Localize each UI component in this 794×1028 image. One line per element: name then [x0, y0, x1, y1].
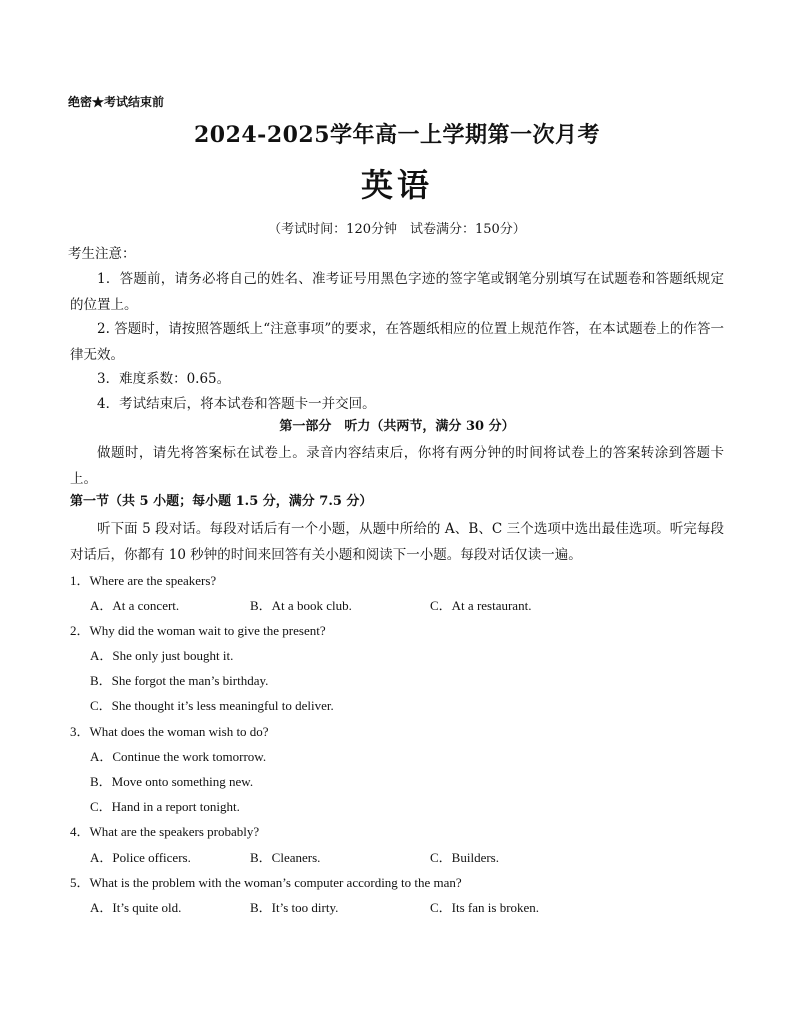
q4-option-b: B．Cleaners.	[250, 850, 321, 865]
q5-option-b: B．It’s too dirty.	[250, 900, 339, 915]
q3-option-c: C．Hand in a report tonight.	[90, 799, 240, 814]
q1-option-b: B．At a book club.	[250, 598, 352, 613]
q5-option-a: A．It’s quite old.	[90, 900, 182, 915]
notes-heading: 考生注意：	[68, 246, 136, 262]
q2-option-b: B．She forgot the man’s birthday.	[90, 673, 269, 688]
exam-title: 2024-2025学年高一上学期第一次月考	[193, 122, 601, 148]
question-3: 3．What does the woman wish to do?	[70, 724, 269, 739]
section1-title: 第一节（共 5 小题；每小题 1.5 分，满分 7.5 分）	[70, 494, 373, 509]
part1-title: 第一部分 听力（共两节，满分 30 分）	[279, 419, 515, 434]
confidential-label: 绝密★考试结束前	[68, 95, 165, 109]
question-5: 5．What is the problem with the woman’s computer according to the man?	[70, 875, 462, 890]
q2-option-a: A．She only just bought it.	[90, 648, 234, 663]
note-item-3: 3．难度系数：0.65。	[97, 371, 231, 387]
q4-option-a: A．Police officers.	[90, 850, 191, 865]
q1-option-a: A．At a concert.	[90, 598, 180, 613]
q2-option-c: C．She thought it’s less meaningful to deliver.	[90, 698, 334, 713]
q1-option-c: C．At a restaurant.	[430, 598, 532, 613]
part1-instruction: 做题时，请先将答案标在试卷上。录音内容结束后，你将有两分钟的时间将试卷上的答案转涂到答题卡上。	[70, 445, 724, 487]
section1-instruction: 听下面 5 段对话。每段对话后有一个小题，从题中所给的 A、B、C 三个选项中选出最佳选项。听完每段对话后，你都有 10 秒钟的时间来回答有关小题和阅读下一小题。每段对话仅读一遍。	[70, 521, 724, 563]
exam-time-info: （考试时间：120分钟 试卷满分：150分）	[268, 222, 526, 237]
question-4: 4．What are the speakers probably?	[70, 824, 260, 839]
q5-option-c: C．Its fan is broken.	[430, 900, 540, 915]
note-item-4: 4．考试结束后，将本试卷和答题卡一并交回。	[97, 396, 376, 412]
q3-option-a: A．Continue the work tomorrow.	[90, 749, 267, 764]
note-item-1: 1．答题前，请务必将自己的姓名、准考证号用黑色字迹的签字笔或钢笔分别填写在试题卷和答题纸规定的位置上。	[70, 271, 724, 313]
question-1: 1．Where are the speakers?	[70, 573, 217, 588]
note-item-2: 2. 答题时，请按照答题纸上“注意事项”的要求，在答题纸相应的位置上规范作答，在本试题卷上的作答一律无效。	[70, 321, 724, 363]
subject-title: 英语	[360, 166, 433, 204]
q3-option-b: B．Move onto something new.	[90, 774, 254, 789]
question-2: 2．Why did the woman wait to give the present?	[70, 623, 326, 638]
q4-option-c: C．Builders.	[430, 850, 499, 865]
